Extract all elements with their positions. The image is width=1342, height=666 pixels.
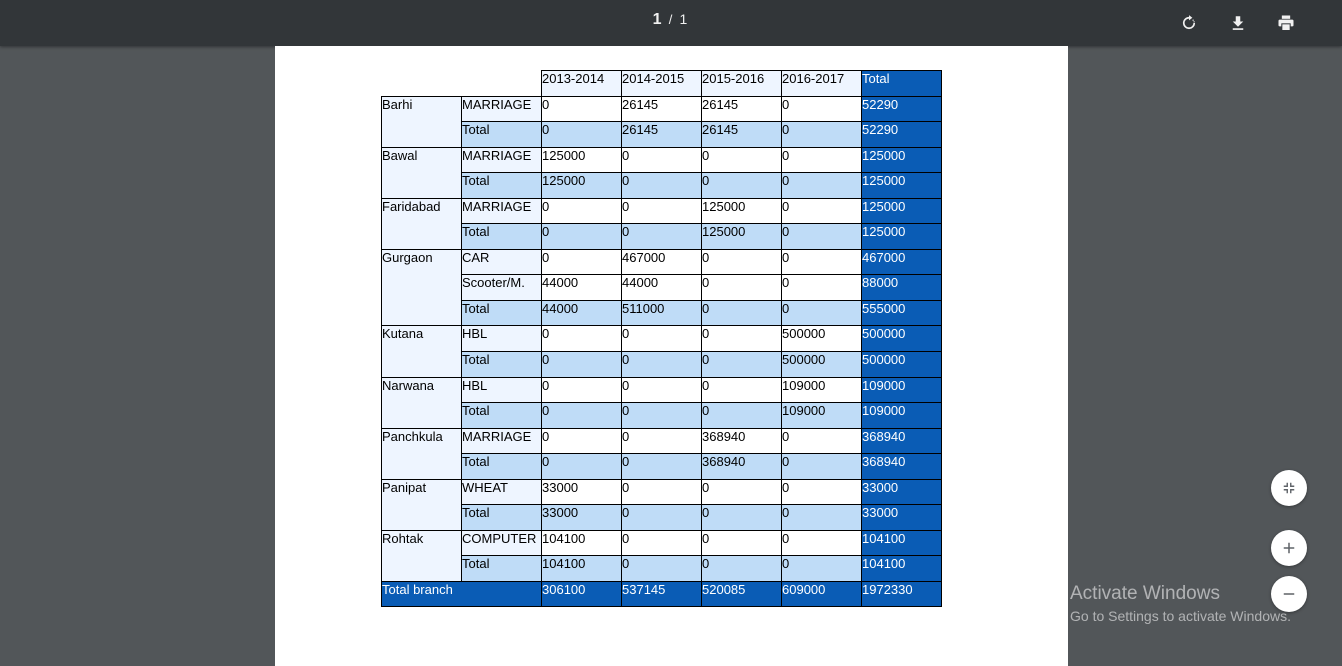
- row-total-cell: 33000: [862, 505, 942, 531]
- value-cell: 0: [782, 428, 862, 454]
- value-cell: 0: [782, 249, 862, 275]
- value-cell: 125000: [542, 147, 622, 173]
- print-icon: [1276, 13, 1296, 33]
- value-cell: 0: [622, 428, 702, 454]
- value-cell: 0: [782, 275, 862, 301]
- row-total-cell: 125000: [862, 173, 942, 199]
- row-total-cell: 52290: [862, 122, 942, 148]
- branch-name-cell: Rohtak: [382, 530, 462, 581]
- value-cell: 44000: [542, 275, 622, 301]
- value-cell: 0: [702, 147, 782, 173]
- row-total-cell: 368940: [862, 454, 942, 480]
- value-cell: 104100: [542, 530, 622, 556]
- value-cell: 0: [782, 530, 862, 556]
- value-cell: 109000: [782, 377, 862, 403]
- value-cell: 0: [622, 454, 702, 480]
- header-blank-cell: [382, 71, 462, 97]
- value-cell: 0: [622, 147, 702, 173]
- download-icon: [1229, 14, 1247, 32]
- zoom-in-button[interactable]: [1271, 530, 1307, 566]
- value-cell: 0: [542, 403, 622, 429]
- category-cell: COMPUTER: [462, 530, 542, 556]
- value-cell: 0: [622, 479, 702, 505]
- subtotal-row: [382, 352, 942, 378]
- category-cell: Total: [462, 403, 542, 429]
- pdf-toolbar: [0, 0, 1342, 46]
- table-row: [382, 326, 942, 352]
- value-cell: 0: [622, 530, 702, 556]
- row-total-cell: 52290: [862, 96, 942, 122]
- value-cell: 0: [702, 556, 782, 582]
- header-row: [382, 71, 942, 97]
- subtotal-row: [382, 122, 942, 148]
- value-cell: 0: [702, 479, 782, 505]
- branch-name-cell: Narwana: [382, 377, 462, 428]
- value-cell: 0: [782, 147, 862, 173]
- value-cell: 0: [702, 352, 782, 378]
- subtotal-row: [382, 173, 942, 199]
- grand-total-sum: 1972330: [862, 581, 942, 607]
- value-cell: 0: [542, 249, 622, 275]
- value-cell: 0: [542, 122, 622, 148]
- category-cell: Total: [462, 122, 542, 148]
- value-cell: 0: [702, 505, 782, 531]
- value-cell: 125000: [542, 173, 622, 199]
- table-row: [382, 96, 942, 122]
- category-cell: MARRIAGE: [462, 198, 542, 224]
- table-row: [382, 198, 942, 224]
- category-cell: WHEAT: [462, 479, 542, 505]
- value-cell: 511000: [622, 300, 702, 326]
- category-cell: CAR: [462, 249, 542, 275]
- category-cell: Total: [462, 173, 542, 199]
- page-indicator: [630, 11, 710, 29]
- value-cell: 0: [542, 198, 622, 224]
- subtotal-row: [382, 300, 942, 326]
- value-cell: 500000: [782, 326, 862, 352]
- value-cell: 0: [542, 428, 622, 454]
- category-cell: Total: [462, 300, 542, 326]
- value-cell: 26145: [702, 96, 782, 122]
- table-row: [382, 249, 942, 275]
- subtotal-row: [382, 505, 942, 531]
- value-cell: 26145: [702, 122, 782, 148]
- year-header: 2014-2015: [622, 71, 702, 97]
- rotate-button[interactable]: [1176, 10, 1202, 36]
- total-header: Total: [862, 71, 942, 97]
- watermark-subtitle: Go to Settings to activate Windows.: [1070, 607, 1291, 624]
- row-total-cell: 109000: [862, 377, 942, 403]
- header-blank-cell: [462, 71, 542, 97]
- value-cell: 0: [542, 96, 622, 122]
- print-button[interactable]: [1273, 10, 1299, 36]
- value-cell: 125000: [702, 198, 782, 224]
- table-row: [382, 377, 942, 403]
- value-cell: 26145: [622, 122, 702, 148]
- branch-name-cell: Kutana: [382, 326, 462, 377]
- value-cell: 0: [702, 173, 782, 199]
- value-cell: 500000: [782, 352, 862, 378]
- subtotal-row: [382, 556, 942, 582]
- value-cell: 125000: [702, 224, 782, 250]
- value-cell: 368940: [702, 428, 782, 454]
- table-row: [382, 275, 942, 301]
- table-row: [382, 479, 942, 505]
- row-total-cell: 109000: [862, 403, 942, 429]
- value-cell: 0: [702, 530, 782, 556]
- total-pages: 1: [679, 11, 688, 27]
- category-cell: Total: [462, 454, 542, 480]
- windows-activation-watermark: [1070, 583, 1291, 625]
- subtotal-row: [382, 224, 942, 250]
- current-page-number[interactable]: 1: [652, 11, 662, 28]
- value-cell: 0: [542, 224, 622, 250]
- category-cell: HBL: [462, 326, 542, 352]
- branch-name-cell: Bawal: [382, 147, 462, 198]
- branch-name-cell: Barhi: [382, 96, 462, 147]
- branch-name-cell: Panipat: [382, 479, 462, 530]
- table-row: [382, 147, 942, 173]
- category-cell: Total: [462, 352, 542, 378]
- row-total-cell: 33000: [862, 479, 942, 505]
- row-total-cell: 104100: [862, 530, 942, 556]
- year-header: 2015-2016: [702, 71, 782, 97]
- subtotal-row: [382, 454, 942, 480]
- value-cell: 33000: [542, 479, 622, 505]
- value-cell: 109000: [782, 403, 862, 429]
- value-cell: 0: [622, 556, 702, 582]
- category-cell: MARRIAGE: [462, 147, 542, 173]
- category-cell: Scooter/M.: [462, 275, 542, 301]
- value-cell: 0: [622, 224, 702, 250]
- value-cell: 0: [782, 454, 862, 480]
- subtotal-row: [382, 403, 942, 429]
- value-cell: 0: [542, 377, 622, 403]
- value-cell: 0: [782, 505, 862, 531]
- value-cell: 0: [782, 173, 862, 199]
- value-cell: 0: [542, 326, 622, 352]
- rotate-icon: [1180, 14, 1198, 32]
- fit-to-page-icon: [1282, 481, 1296, 495]
- row-total-cell: 500000: [862, 352, 942, 378]
- value-cell: 0: [782, 198, 862, 224]
- category-cell: MARRIAGE: [462, 96, 542, 122]
- value-cell: 44000: [622, 275, 702, 301]
- value-cell: 0: [702, 326, 782, 352]
- value-cell: 0: [782, 479, 862, 505]
- page-separator: /: [668, 12, 673, 27]
- value-cell: 26145: [622, 96, 702, 122]
- row-total-cell: 125000: [862, 224, 942, 250]
- fit-to-page-button[interactable]: [1271, 470, 1307, 506]
- value-cell: 0: [622, 352, 702, 378]
- value-cell: 0: [542, 352, 622, 378]
- value-cell: 0: [702, 275, 782, 301]
- value-cell: 0: [622, 198, 702, 224]
- grand-total-row: [382, 581, 942, 607]
- value-cell: 0: [702, 300, 782, 326]
- branch-summary-table: [381, 70, 942, 607]
- branch-name-cell: Gurgaon: [382, 249, 462, 326]
- value-cell: 0: [782, 300, 862, 326]
- value-cell: 0: [622, 173, 702, 199]
- watermark-title: Activate Windows: [1070, 583, 1220, 604]
- table-row: [382, 530, 942, 556]
- year-header: 2013-2014: [542, 71, 622, 97]
- row-total-cell: 125000: [862, 198, 942, 224]
- value-cell: 0: [782, 122, 862, 148]
- value-cell: 0: [702, 249, 782, 275]
- table-row: [382, 428, 942, 454]
- value-cell: 0: [782, 556, 862, 582]
- value-cell: 0: [702, 377, 782, 403]
- value-cell: 467000: [622, 249, 702, 275]
- category-cell: HBL: [462, 377, 542, 403]
- value-cell: 44000: [542, 300, 622, 326]
- value-cell: 368940: [702, 454, 782, 480]
- value-cell: 0: [702, 403, 782, 429]
- value-cell: 33000: [542, 505, 622, 531]
- grand-total-label: Total branch: [382, 581, 542, 607]
- value-cell: 0: [782, 96, 862, 122]
- value-cell: 0: [782, 224, 862, 250]
- value-cell: 0: [542, 454, 622, 480]
- category-cell: Total: [462, 556, 542, 582]
- value-cell: 104100: [542, 556, 622, 582]
- row-total-cell: 125000: [862, 147, 942, 173]
- pdf-page: [275, 46, 1068, 666]
- branch-name-cell: Panchkula: [382, 428, 462, 479]
- grand-total-value: 520085: [702, 581, 782, 607]
- row-total-cell: 467000: [862, 249, 942, 275]
- value-cell: 0: [622, 403, 702, 429]
- row-total-cell: 500000: [862, 326, 942, 352]
- value-cell: 0: [622, 377, 702, 403]
- plus-icon: [1282, 541, 1296, 555]
- grand-total-value: 306100: [542, 581, 622, 607]
- row-total-cell: 368940: [862, 428, 942, 454]
- grand-total-value: 609000: [782, 581, 862, 607]
- value-cell: 0: [622, 505, 702, 531]
- grand-total-value: 537145: [622, 581, 702, 607]
- row-total-cell: 555000: [862, 300, 942, 326]
- download-button[interactable]: [1225, 10, 1251, 36]
- branch-name-cell: Faridabad: [382, 198, 462, 249]
- value-cell: 0: [622, 326, 702, 352]
- category-cell: Total: [462, 505, 542, 531]
- category-cell: Total: [462, 224, 542, 250]
- category-cell: MARRIAGE: [462, 428, 542, 454]
- row-total-cell: 88000: [862, 275, 942, 301]
- year-header: 2016-2017: [782, 71, 862, 97]
- row-total-cell: 104100: [862, 556, 942, 582]
